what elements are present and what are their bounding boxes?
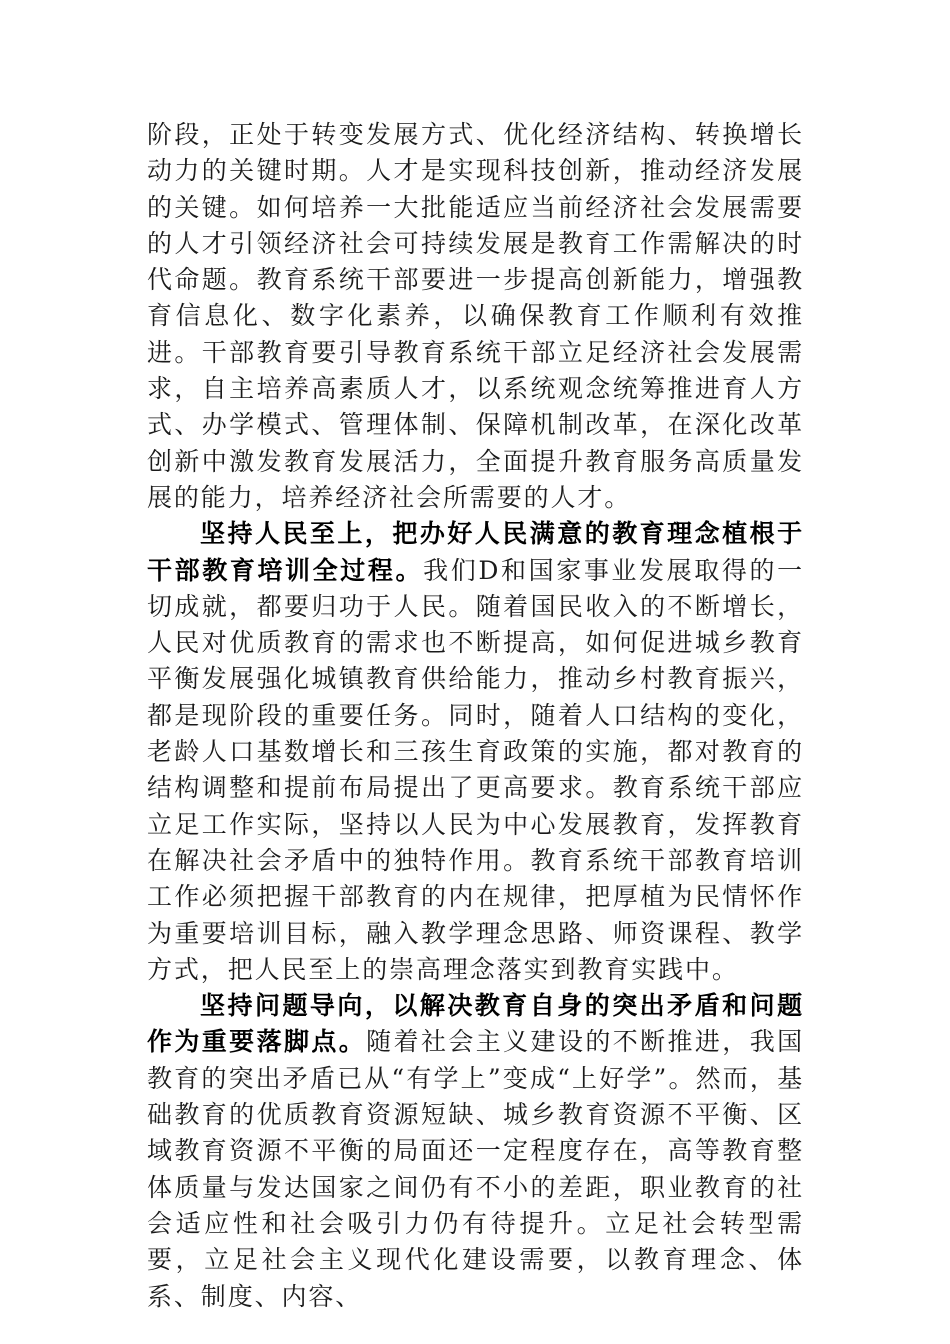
paragraph-lead: 坚持问题导向，以解决教育自身的突出矛盾和问题作为重要落脚点。	[147, 991, 804, 1057]
paragraph-body: 我们D和国家事业发展取得的一切成就，都要归功于人民。随着国民收入的不断增长，人民对优质教育的需求也不断提高，如何促进城乡教育平衡发展强化城镇教育供给能力，推动乡村教育振兴，都是现阶段的重要任务。同时，随着人口结构的变化，老龄人口基数增长和三孩生育政策的实施，都对教育的结构调整和提前布局提出了更高要求。教育系统干部应立足工作实际，坚持以人民为中心发展教育，发挥教育在解决社会矛盾中的独特作用。教育系统干部教育培训工作必须把握干部教育的内在规律，把厚植为民情怀作为重要培训目标，融入教学理念思路、师资课程、教学方式，把人民至上的崇高理念落实到教育实践中。	[147, 555, 804, 984]
paragraph-body: 阶段，正处于转变发展方式、优化经济结构、转换增长动力的关键时期。人才是实现科技创新，推动经济发展的关键。如何培养一大批能适应当前经济社会发展需要的人才引领经济社会可持续发展是教育工作需解决的时代命题。教育系统干部要进一步提高创新能力，增强教育信息化、数字化素养，以确保教育工作顺利有效推进。干部教育要引导教育系统干部立足经济社会发展需求，自主培养高素质人才，以系统观念统筹推进育人方式、办学模式、管理体制、保障机制改革，在深化改革创新中激发教育发展活力，全面提升教育服务高质量发展的能力，培养经济社会所需要的人才。	[147, 120, 804, 512]
body-text	[147, 117, 804, 1315]
paragraph-problem-oriented	[147, 988, 804, 1315]
paragraph-lead: 坚持人民至上，把办好人民满意的教育理念植根于干部教育培训全过程。	[147, 519, 804, 585]
paragraph-talent	[147, 117, 804, 516]
paragraph-body: 随着社会主义建设的不断推进，我国教育的突出矛盾已从“有学上”变成“上好学”。然而，基础教育的优质教育资源短缺、城乡教育资源不平衡、区域教育资源不平衡的局面还一定程度存在，高等教育整体质量与发达国家之间仍有不小的差距，职业教育的社会适应性和社会吸引力仍有待提升。立足社会转型需要，立足社会主义现代化建设需要，以教育理念、体系、制度、内容、	[147, 1027, 805, 1311]
paragraph-people-first	[147, 516, 804, 988]
